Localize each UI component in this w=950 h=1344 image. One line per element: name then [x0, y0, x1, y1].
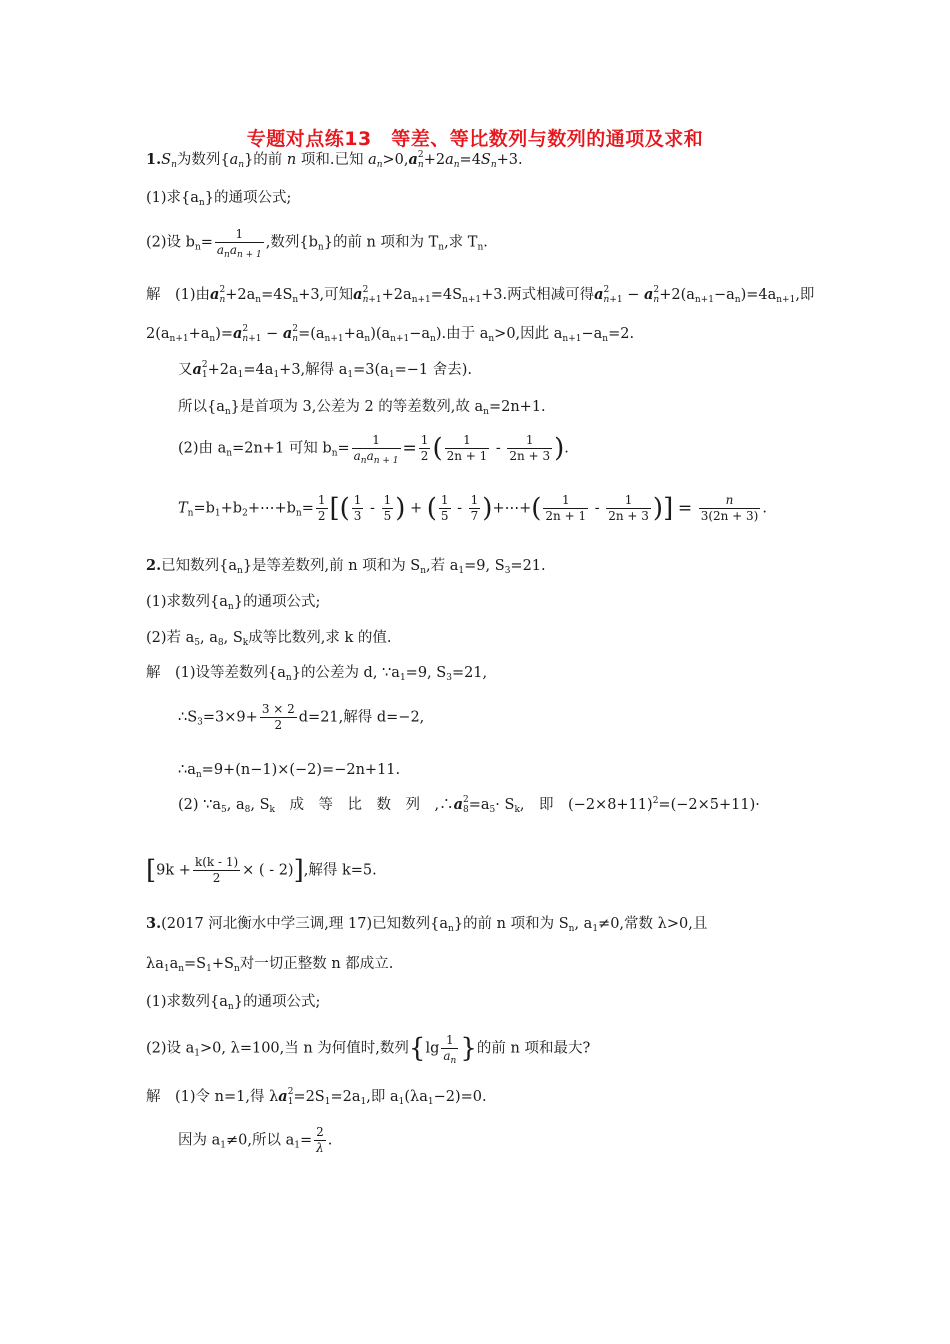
- problem-2-part-2: (2)若 $a_5$, $a_8$, $S_k$成等比数列,求 k 的值.: [146, 630, 392, 648]
- problem-1-solution-line-3: 又a 2 1 $+2a_1=4a_1+3$,解得 $a_1=3(a_1=-1$ 舍去).: [178, 360, 472, 380]
- problem-2-solution-line-2: $\therefore S_3=3\times 9+$ $\frac{3 \times 2}{2}$ d=21,解得 d=−2,: [178, 702, 425, 733]
- problem-3-solution-line-1: 解 (1)令 n=1,得 λa 2 1 $=2S_1=2a_1$,即 $a_1(\lambda a_1-2)=0$.: [146, 1087, 487, 1107]
- problem-2-solution-line-3: $\therefore a_n=9+(n-1)\times(-2)=-2n+11$.: [178, 762, 401, 780]
- problem-2-part-1: (1)求数列$\{a_n\}$的通项公式;: [146, 594, 321, 612]
- problem-1-solution-line-4: 所以$\{a_n\}$是首项为 3,公差为 2 的等差数列,故 $a_n=2n+1$.: [178, 399, 546, 417]
- page-title: 专题对点练13 等差、等比数列与数列的通项及求和: [246, 128, 704, 150]
- problem-1-statement: $1.S_n$为数列$\{a_n\}$的前 n 项和.已知 $a_n>0,a$ 2 n $+2a_n=4S_n+3$.: [146, 150, 523, 170]
- problem-2-solution-line-5: [9k + $\frac{k(k - 1)}{2}$ × ( - 2)],解得 k=5.: [146, 855, 377, 886]
- problem-3-statement-line-2: $\lambda a_1a_n=S_1+S_n$对一切正整数 n 都成立.: [146, 956, 394, 974]
- problem-1-solution-line-5: (2)由 $a_n=2n+1$ 可知 $b_n=$ $\frac{1}{a_na_{n + 1}}$ = $\frac{1}{2}$ ( $\frac{1}{2n + 1}$ - $\frac{1}{2n + 3}$ ).: [178, 433, 569, 467]
- problem-1-solution-line-1: 解 (1)由a 2 n $+2a_n=4S_n+3$,可知a 2 n+1 $+2a_{n+1}=4S_{n+1}+3$.两式相减可得a 2 n+1 − a 2 n $+2(a_{n+1}-a_n)=4a_{n+1}$,即: [146, 285, 815, 305]
- problem-1-solution-line-2: $2(a_{n+1}+a_n)=a$ 2 n+1 − a 2 n $=(a_{n+1}+a_n)(a_{n+1}-a_n)$.由于 $a_n>0$,因此 $a_{n+1}-a_n=2$.: [146, 324, 635, 344]
- problem-1-part-2: (2)设 $b_n=$ $\frac{1}{a_na_{n + 1}}$ ,数列$\{b_n\}$的前 n 项和为 $T_n$,求 $T_n$.: [146, 227, 488, 261]
- problem-1-solution-line-6: $T_n=b_1+b_2+\cdots+b_n=$ $\frac{1}{2}$ [( $\frac{1}{3}$ - $\frac{1}{5}$ ) + ( $\frac{1}{5}$ - $\frac{1}{7}$ )+⋯+( $\frac{1}{2n + 1}$ - $\frac{1}{2n + 3}$ )] = $\frac{n}{3(2n + 3)}$ .: [178, 493, 767, 524]
- problem-3-part-2: (2)设 $a_1>0$, λ=100,当 n 为何值时,数列{lg $\frac{1}{a_n}$ }的前 n 项和最大?: [146, 1033, 591, 1067]
- problem-2-solution-line-4: (2) $\because a_5$, $a_8$, $S_k$ 成 等 比 数 列 ,∴a 2 8 $=a_5\cdot S_k$, 即 $(-2\times 8+11)^2=(-2\times 5+11)\cdot$: [178, 795, 760, 815]
- problem-3-statement-line-1: 3.(2017 河北衡水中学三调,理 17)已知数列$\{a_n\}$的前 n 项和为 $S_n$, $a_1\ne 0$,常数 λ>0,且: [146, 915, 708, 934]
- problem-1-part-1: (1)求$\{a_n\}$的通项公式;: [146, 190, 292, 208]
- problem-3-part-1: (1)求数列$\{a_n\}$的通项公式;: [146, 994, 321, 1012]
- problem-2-solution-line-1: 解 (1)设等差数列$\{a_n\}$的公差为 d, $\because a_1=9$, $S_3=21$,: [146, 665, 488, 683]
- problem-2-statement: 2.已知数列$\{a_n\}$是等差数列,前 n 项和为 $S_n$,若 $a_1=9$, $S_3=21$.: [146, 557, 546, 576]
- problem-3-solution-line-2: 因为 $a_1\ne 0$,所以 $a_1=$ $\frac{2}{\lambda}$ .: [178, 1125, 333, 1156]
